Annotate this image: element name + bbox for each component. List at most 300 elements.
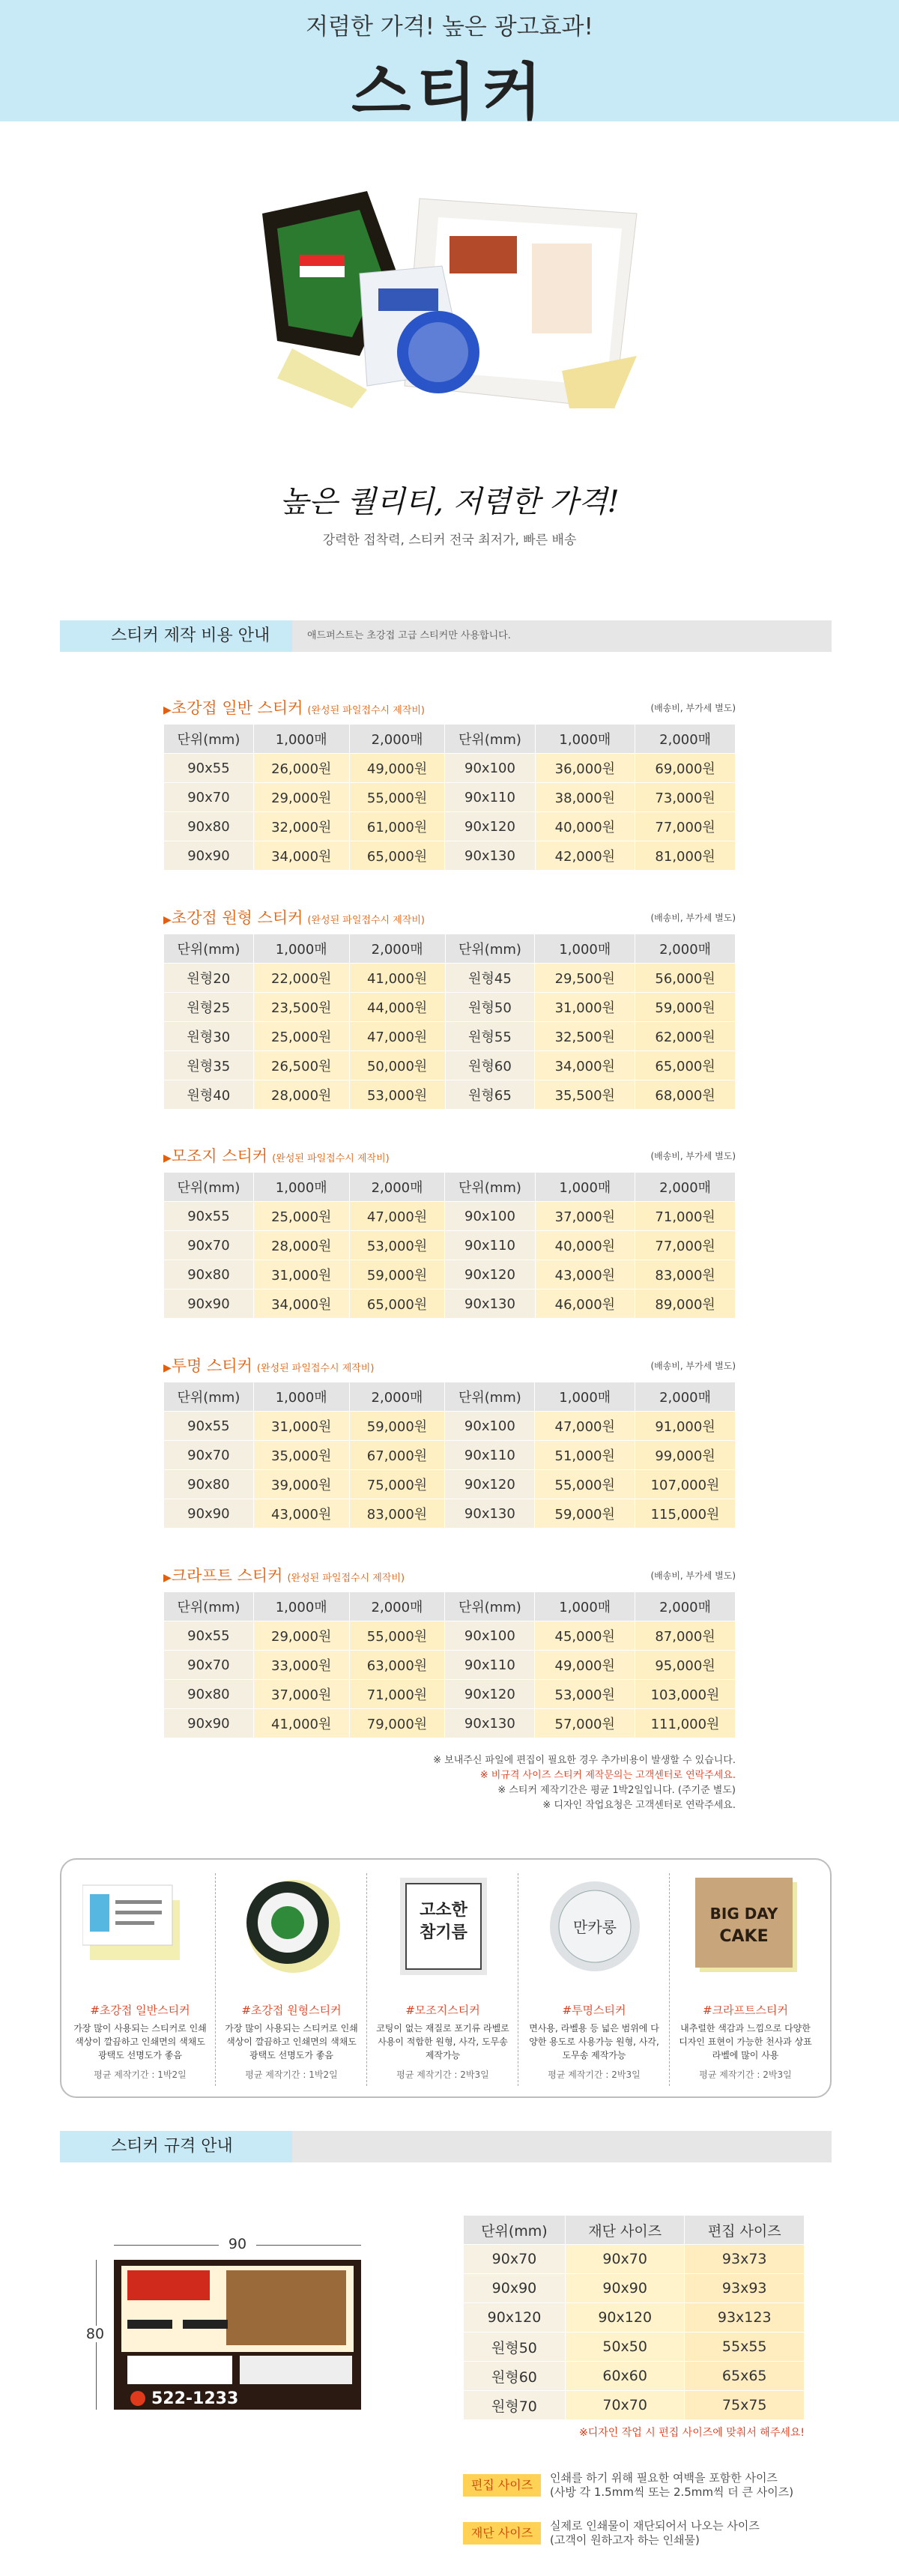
price-header-cell: 2,000매 (349, 1592, 445, 1621)
price-header-cell: 단위(mm) (164, 934, 254, 964)
price-table-header (164, 934, 736, 964)
price-title-sub: (완성된 파일접수시 제작비) (307, 705, 425, 716)
price-cell: 71,000원 (349, 1680, 445, 1709)
price-block (163, 1564, 736, 1738)
price-cell: 75,000원 (349, 1470, 445, 1499)
price-cell: 59,000원 (349, 1260, 445, 1289)
price-header-cell: 단위(mm) (445, 725, 535, 754)
note-line: ※ 디자인 작업요청은 고객센터로 연락주세요. (542, 1800, 736, 1811)
price-table-row (164, 1260, 736, 1289)
price-cell: 47,000원 (349, 1022, 445, 1051)
price-cell: 90x130 (445, 1499, 535, 1529)
sample-desc: 코팅이 없는 재질로 포기류 라벨로 사용이 적합한 원형, 사각, 도무송 제작가능 (376, 2023, 509, 2061)
price-header-cell: 1,000매 (535, 934, 635, 964)
price-cell: 37,000원 (253, 1680, 349, 1709)
section-bar-cost (60, 620, 832, 652)
price-cell: 32,500원 (535, 1022, 635, 1051)
spec-cell: 70x70 (565, 2391, 685, 2420)
price-cell: 90x90 (164, 1709, 254, 1738)
price-cell: 31,000원 (535, 993, 635, 1022)
spec-table-row (464, 2362, 805, 2391)
spec-cell: 93x73 (685, 2245, 805, 2274)
price-cell: 49,000원 (349, 754, 445, 783)
price-cell: 83,000원 (635, 1260, 736, 1289)
price-table (163, 724, 736, 871)
price-cell: 81,000원 (635, 841, 736, 871)
sticker-samples-panel (60, 1858, 832, 2098)
price-table-row (164, 812, 736, 841)
spec-table-row (464, 2332, 805, 2362)
price-cell: 25,000원 (253, 1202, 349, 1231)
price-cell: 90x100 (445, 754, 535, 783)
price-cell: 40,000원 (535, 812, 635, 841)
spec-cell: 원형60 (464, 2362, 566, 2391)
slogan-main: 높은 퀄리티, 저렴한 가격! (279, 485, 620, 519)
price-cell: 77,000원 (635, 1231, 736, 1260)
price-cell: 36,000원 (535, 754, 635, 783)
arrow-icon: ▶ (163, 704, 172, 716)
price-cell: 68,000원 (635, 1080, 736, 1110)
price-cell: 90x100 (445, 1202, 535, 1231)
price-vat-note: (배송비, 부가세 별도) (650, 1361, 736, 1371)
sample-round-image (234, 1878, 351, 1975)
price-table-header (164, 1382, 736, 1412)
spec-header-cell: 재단 사이즈 (565, 2216, 685, 2245)
price-table-row (164, 1499, 736, 1529)
price-cell: 89,000원 (635, 1289, 736, 1319)
price-cell: 90x110 (445, 783, 535, 812)
price-cell: 61,000원 (349, 812, 445, 841)
price-block (163, 907, 736, 1110)
price-cell: 90x120 (445, 1680, 535, 1709)
price-header-cell: 1,000매 (535, 1592, 635, 1621)
price-cell: 22,000원 (253, 964, 349, 993)
price-table-row (164, 1441, 736, 1470)
price-cell: 56,000원 (635, 964, 736, 993)
price-cell: 90x120 (445, 1260, 535, 1289)
price-table-header (164, 1592, 736, 1621)
price-cell: 39,000원 (253, 1470, 349, 1499)
price-cell: 44,000원 (349, 993, 445, 1022)
price-block-title (163, 1145, 736, 1167)
spec-table-row (464, 2245, 805, 2274)
price-vat-note: (배송비, 부가세 별도) (650, 703, 736, 713)
price-cell: 51,000원 (535, 1441, 635, 1470)
price-header-cell: 단위(mm) (445, 934, 535, 964)
price-cell: 53,000원 (535, 1680, 635, 1709)
price-cell: 23,500원 (253, 993, 349, 1022)
spec-cell: 93x93 (685, 2274, 805, 2303)
price-header-cell: 2,000매 (349, 1173, 445, 1202)
slogan-sub: 강력한 접착력, 스티커 전국 최저가, 빠른 배송 (322, 533, 577, 548)
price-title-sub: (완성된 파일접수시 제작비) (256, 1363, 375, 1374)
section-label: 스티커 제작 비용 안내 (60, 620, 292, 652)
price-header-cell: 1,000매 (253, 1382, 349, 1412)
price-cell: 31,000원 (253, 1412, 349, 1441)
price-cell: 42,000원 (535, 841, 635, 871)
sample-card (372, 1869, 514, 2086)
price-vat-note: (배송비, 부가세 별도) (650, 1151, 736, 1161)
price-cell: 62,000원 (635, 1022, 736, 1051)
dimension-height (85, 2260, 105, 2410)
price-cell: 37,000원 (535, 1202, 635, 1231)
price-header-cell: 1,000매 (253, 1592, 349, 1621)
legend-line: (사방 각 1.5mm씩 또는 2.5mm씩 더 큰 사이즈) (550, 2485, 794, 2499)
sample-card (220, 1869, 363, 2086)
sample-clear-image (536, 1878, 653, 1975)
price-table-header (164, 1173, 736, 1202)
sample-art-line: BIG DAY (709, 1905, 778, 1923)
price-cell: 53,000원 (349, 1231, 445, 1260)
price-header-cell: 2,000매 (635, 1382, 736, 1412)
price-cell: 90x80 (164, 1260, 254, 1289)
price-cell: 34,000원 (253, 1289, 349, 1319)
price-table-header (164, 725, 736, 754)
price-block-title (163, 907, 736, 929)
price-title-text: 크라프트 스티커 (171, 1567, 283, 1585)
price-header-cell: 1,000매 (535, 725, 635, 754)
price-cell: 원형40 (164, 1080, 254, 1110)
note-line: ※ 보내주신 파일에 편집이 필요한 경우 추가비용이 발생할 수 있습니다. (433, 1755, 736, 1766)
price-table-row (164, 1412, 736, 1441)
sample-card (523, 1869, 665, 2086)
price-header-cell: 단위(mm) (445, 1382, 535, 1412)
price-cell: 90x55 (164, 1202, 254, 1231)
price-cell: 73,000원 (635, 783, 736, 812)
price-cell: 90x70 (164, 783, 254, 812)
price-cell: 34,000원 (535, 1051, 635, 1080)
sample-regular-image (82, 1878, 199, 1975)
legend-line: 인쇄를 하기 위해 필요한 여백을 포함한 사이즈 (550, 2471, 778, 2485)
price-table-row (164, 1621, 736, 1651)
spec-note: ※디자인 작업 시 편집 사이즈에 맞춰서 해주세요! (579, 2427, 805, 2439)
spec-cell: 65x65 (685, 2362, 805, 2391)
price-header-cell: 2,000매 (635, 934, 736, 964)
hero-title: 스티커 (351, 57, 548, 128)
sticker-collage-image (247, 184, 667, 408)
price-cell: 원형60 (445, 1051, 535, 1080)
hero-subtitle: 저렴한 가격! 높은 광고효과! (306, 13, 593, 40)
price-header-cell: 1,000매 (253, 725, 349, 754)
note-line: ※ 비규격 사이즈 스티커 제작문의는 고객센터로 연락주세요. (479, 1770, 736, 1781)
price-cell: 원형20 (164, 964, 254, 993)
price-cell: 90x80 (164, 1680, 254, 1709)
sample-name: #초강접 원형스티커 (241, 2004, 342, 2017)
price-cell: 83,000원 (349, 1499, 445, 1529)
price-header-cell: 1,000매 (535, 1173, 635, 1202)
section-label: 스티커 규격 안내 (60, 2131, 292, 2162)
spec-table-row (464, 2274, 805, 2303)
price-notes (163, 1753, 736, 1813)
price-cell: 77,000원 (635, 812, 736, 841)
dimension-height-value: 80 (84, 2326, 106, 2342)
price-cell: 90x130 (445, 1709, 535, 1738)
price-title-sub: (완성된 파일접수시 제작비) (272, 1153, 390, 1164)
sample-art-line: 만카롱 (573, 1918, 617, 1936)
price-cell: 41,000원 (349, 964, 445, 993)
sample-term: 평균 제작기간 : 2박3일 (548, 2069, 641, 2080)
price-cell: 115,000원 (635, 1499, 736, 1529)
price-table-row (164, 1651, 736, 1680)
spec-cell: 90x120 (464, 2303, 566, 2332)
price-header-cell: 단위(mm) (164, 1592, 254, 1621)
note-line: ※ 스티커 제작기간은 평균 1박2일입니다. (주기준 별도) (497, 1785, 736, 1796)
price-cell: 90x130 (445, 1289, 535, 1319)
sample-art-line: 고소한 (420, 1901, 467, 1920)
price-cell: 29,000원 (253, 783, 349, 812)
price-table (163, 1382, 736, 1529)
price-cell: 원형55 (445, 1022, 535, 1051)
legend-text-cut (550, 2519, 760, 2548)
price-cell: 90x110 (445, 1231, 535, 1260)
sample-sticker-image (114, 2260, 361, 2410)
price-cell: 원형30 (164, 1022, 254, 1051)
spec-table-row (464, 2391, 805, 2420)
price-cell: 26,500원 (253, 1051, 349, 1080)
price-cell: 원형65 (445, 1080, 535, 1110)
price-cell: 46,000원 (535, 1289, 635, 1319)
sample-term: 평균 제작기간 : 1박2일 (94, 2069, 187, 2080)
spec-cell: 90x70 (464, 2245, 566, 2274)
spec-cell: 원형70 (464, 2391, 566, 2420)
price-cell: 63,000원 (349, 1651, 445, 1680)
price-block-title (163, 1564, 736, 1587)
price-cell: 90x100 (445, 1621, 535, 1651)
price-table-row (164, 1202, 736, 1231)
section-note: 애드퍼스트는 초강접 고급 스티커만 사용합니다. (307, 630, 511, 641)
price-vat-note: (배송비, 부가세 별도) (650, 1570, 736, 1581)
price-cell: 90x90 (164, 841, 254, 871)
price-cell: 원형25 (164, 993, 254, 1022)
price-cell: 45,000원 (535, 1621, 635, 1651)
price-cell: 28,000원 (253, 1080, 349, 1110)
price-cell: 33,000원 (253, 1651, 349, 1680)
spec-cell: 90x70 (565, 2245, 685, 2274)
sample-term: 평균 제작기간 : 2박3일 (699, 2069, 792, 2080)
price-cell: 35,500원 (535, 1080, 635, 1110)
price-cell: 90x70 (164, 1231, 254, 1260)
sample-card (69, 1869, 211, 2086)
sample-card (674, 1869, 817, 2086)
price-cell: 90x120 (445, 812, 535, 841)
price-cell: 29,500원 (535, 964, 635, 993)
price-cell: 38,000원 (535, 783, 635, 812)
price-table (163, 934, 736, 1110)
legend-line: 실제로 인쇄물이 재단되어서 나오는 사이즈 (550, 2519, 760, 2533)
sample-term: 평균 제작기간 : 1박2일 (245, 2069, 338, 2080)
price-header-cell: 1,000매 (253, 934, 349, 964)
divider (366, 1873, 367, 2086)
arrow-icon: ▶ (163, 1362, 172, 1374)
spec-cell: 75x75 (685, 2391, 805, 2420)
price-table-row (164, 1231, 736, 1260)
price-cell: 41,000원 (253, 1709, 349, 1738)
price-cell: 28,000원 (253, 1231, 349, 1260)
price-table-row (164, 964, 736, 993)
price-cell: 95,000원 (635, 1651, 736, 1680)
spec-table-row (464, 2303, 805, 2332)
price-header-cell: 단위(mm) (445, 1173, 535, 1202)
dimension-width-value: 90 (219, 2236, 256, 2252)
sample-name: #크라프트스티커 (703, 2004, 788, 2017)
price-table-row (164, 1289, 736, 1319)
sample-term: 평균 제작기간 : 2박3일 (396, 2069, 489, 2080)
sample-art-line: CAKE (719, 1927, 769, 1946)
price-cell: 71,000원 (635, 1202, 736, 1231)
price-table-row (164, 1680, 736, 1709)
price-table-row (164, 783, 736, 812)
price-cell: 59,000원 (349, 1412, 445, 1441)
price-header-cell: 2,000매 (349, 725, 445, 754)
price-cell: 90x80 (164, 1470, 254, 1499)
price-block (163, 1355, 736, 1529)
price-cell: 47,000원 (535, 1412, 635, 1441)
price-cell: 111,000원 (635, 1709, 736, 1738)
price-header-cell: 단위(mm) (164, 1382, 254, 1412)
price-cell: 90x55 (164, 754, 254, 783)
price-table-row (164, 1080, 736, 1110)
price-cell: 90x55 (164, 1412, 254, 1441)
section-bar-spec (60, 2131, 832, 2162)
spec-cell: 90x90 (565, 2274, 685, 2303)
dimension-width (114, 2237, 361, 2254)
price-title-text: 모조지 스티커 (171, 1147, 268, 1165)
spec-header-cell: 편집 사이즈 (685, 2216, 805, 2245)
price-cell: 90x90 (164, 1499, 254, 1529)
price-block-title (163, 697, 736, 719)
spec-cell: 90x90 (464, 2274, 566, 2303)
price-table (163, 1172, 736, 1319)
price-header-cell: 2,000매 (635, 1173, 736, 1202)
price-cell: 90x120 (445, 1470, 535, 1499)
price-cell: 90x130 (445, 841, 535, 871)
price-cell: 32,000원 (253, 812, 349, 841)
price-cell: 103,000원 (635, 1680, 736, 1709)
price-title-text: 초강접 원형 스티커 (171, 909, 303, 927)
legend-text-edit (550, 2471, 793, 2500)
price-cell: 90x110 (445, 1441, 535, 1470)
sample-art-line: 참기름 (420, 1923, 467, 1942)
price-cell: 원형35 (164, 1051, 254, 1080)
price-cell: 91,000원 (635, 1412, 736, 1441)
legend-tag-edit: 편집 사이즈 (463, 2474, 541, 2497)
spec-table-header (464, 2216, 805, 2245)
price-title-text: 초강접 일반 스티커 (171, 699, 303, 717)
sample-desc: 내추럴한 색감과 느낌으로 다양한 디자인 표현이 가능한 천사과 상표라벨에 많이 사용 (679, 2023, 812, 2061)
price-title-text: 투명 스티커 (171, 1357, 252, 1375)
spec-cell: 55x55 (685, 2332, 805, 2362)
price-header-cell: 1,000매 (535, 1382, 635, 1412)
price-cell: 55,000원 (349, 1621, 445, 1651)
price-cell: 79,000원 (349, 1709, 445, 1738)
price-cell: 107,000원 (635, 1470, 736, 1499)
price-cell: 49,000원 (535, 1651, 635, 1680)
price-cell: 26,000원 (253, 754, 349, 783)
price-block (163, 1145, 736, 1319)
price-table-row (164, 1470, 736, 1499)
price-header-cell: 단위(mm) (164, 1173, 254, 1202)
price-cell: 43,000원 (535, 1260, 635, 1289)
sample-name: #투명스티커 (562, 2004, 626, 2017)
price-cell: 59,000원 (535, 1499, 635, 1529)
price-table-row (164, 841, 736, 871)
price-header-cell: 2,000매 (635, 1592, 736, 1621)
price-cell: 90x80 (164, 812, 254, 841)
price-cell: 57,000원 (535, 1709, 635, 1738)
sample-paper-image (385, 1878, 502, 1975)
price-cell: 90x70 (164, 1441, 254, 1470)
legend-line: (고객이 원하고자 하는 인쇄물) (550, 2533, 700, 2547)
price-cell: 99,000원 (635, 1441, 736, 1470)
price-header-cell: 2,000매 (635, 725, 736, 754)
price-cell: 90x100 (445, 1412, 535, 1441)
price-cell: 35,000원 (253, 1441, 349, 1470)
spec-cell: 60x60 (565, 2362, 685, 2391)
price-cell: 65,000원 (349, 841, 445, 871)
spec-table (463, 2215, 805, 2420)
price-header-cell: 2,000매 (349, 1382, 445, 1412)
price-cell: 원형50 (445, 993, 535, 1022)
price-cell: 원형45 (445, 964, 535, 993)
sample-phone-number: 522-1233 (151, 2389, 239, 2408)
price-cell: 90x110 (445, 1651, 535, 1680)
price-table-row (164, 1051, 736, 1080)
price-cell: 47,000원 (349, 1202, 445, 1231)
price-title-sub: (완성된 파일접수시 제작비) (287, 1573, 405, 1584)
divider (669, 1873, 670, 2086)
price-table-row (164, 993, 736, 1022)
price-cell: 55,000원 (535, 1470, 635, 1499)
price-cell: 25,000원 (253, 1022, 349, 1051)
price-table (163, 1591, 736, 1738)
spec-cell: 50x50 (565, 2332, 685, 2362)
price-cell: 29,000원 (253, 1621, 349, 1651)
price-table-row (164, 754, 736, 783)
price-title-sub: (완성된 파일접수시 제작비) (307, 915, 425, 926)
sample-desc: 가장 많이 사용되는 스티커로 인쇄색상이 깔끔하고 인쇄면의 색채도 광택도 선명도가 좋음 (73, 2023, 207, 2061)
arrow-icon: ▶ (163, 1152, 172, 1164)
price-cell: 65,000원 (349, 1289, 445, 1319)
price-cell: 43,000원 (253, 1499, 349, 1529)
price-cell: 90x90 (164, 1289, 254, 1319)
spec-cell: 90x120 (565, 2303, 685, 2332)
price-cell: 53,000원 (349, 1080, 445, 1110)
price-header-cell: 1,000매 (253, 1173, 349, 1202)
arrow-icon: ▶ (163, 914, 172, 926)
sample-name: #초강접 일반스티커 (90, 2004, 190, 2017)
price-block (163, 697, 736, 871)
price-cell: 50,000원 (349, 1051, 445, 1080)
price-cell: 90x70 (164, 1651, 254, 1680)
sample-desc: 면사용, 라벨용 등 넓은 범위에 다양한 용도로 사용가능 원형, 사각, 도무송 제작가능 (529, 2023, 659, 2061)
price-cell: 40,000원 (535, 1231, 635, 1260)
divider (215, 1873, 216, 2086)
spec-cell: 원형50 (464, 2332, 566, 2362)
sample-name: #모조지스티커 (405, 2004, 480, 2017)
sample-kraft-image (688, 1878, 805, 1975)
legend-tag-cut: 재단 사이즈 (463, 2522, 541, 2545)
price-vat-note: (배송비, 부가세 별도) (650, 913, 736, 923)
arrow-icon: ▶ (163, 1572, 172, 1584)
price-cell: 55,000원 (349, 783, 445, 812)
price-cell: 34,000원 (253, 841, 349, 871)
sample-desc: 가장 많이 사용되는 스티커로 인쇄색상이 깔끔하고 인쇄면의 색채도 광택도 선명도가 좋음 (225, 2023, 358, 2061)
spec-header-cell: 단위(mm) (464, 2216, 566, 2245)
spec-cell: 93x123 (685, 2303, 805, 2332)
price-cell: 31,000원 (253, 1260, 349, 1289)
price-header-cell: 단위(mm) (164, 725, 254, 754)
price-cell: 65,000원 (635, 1051, 736, 1080)
